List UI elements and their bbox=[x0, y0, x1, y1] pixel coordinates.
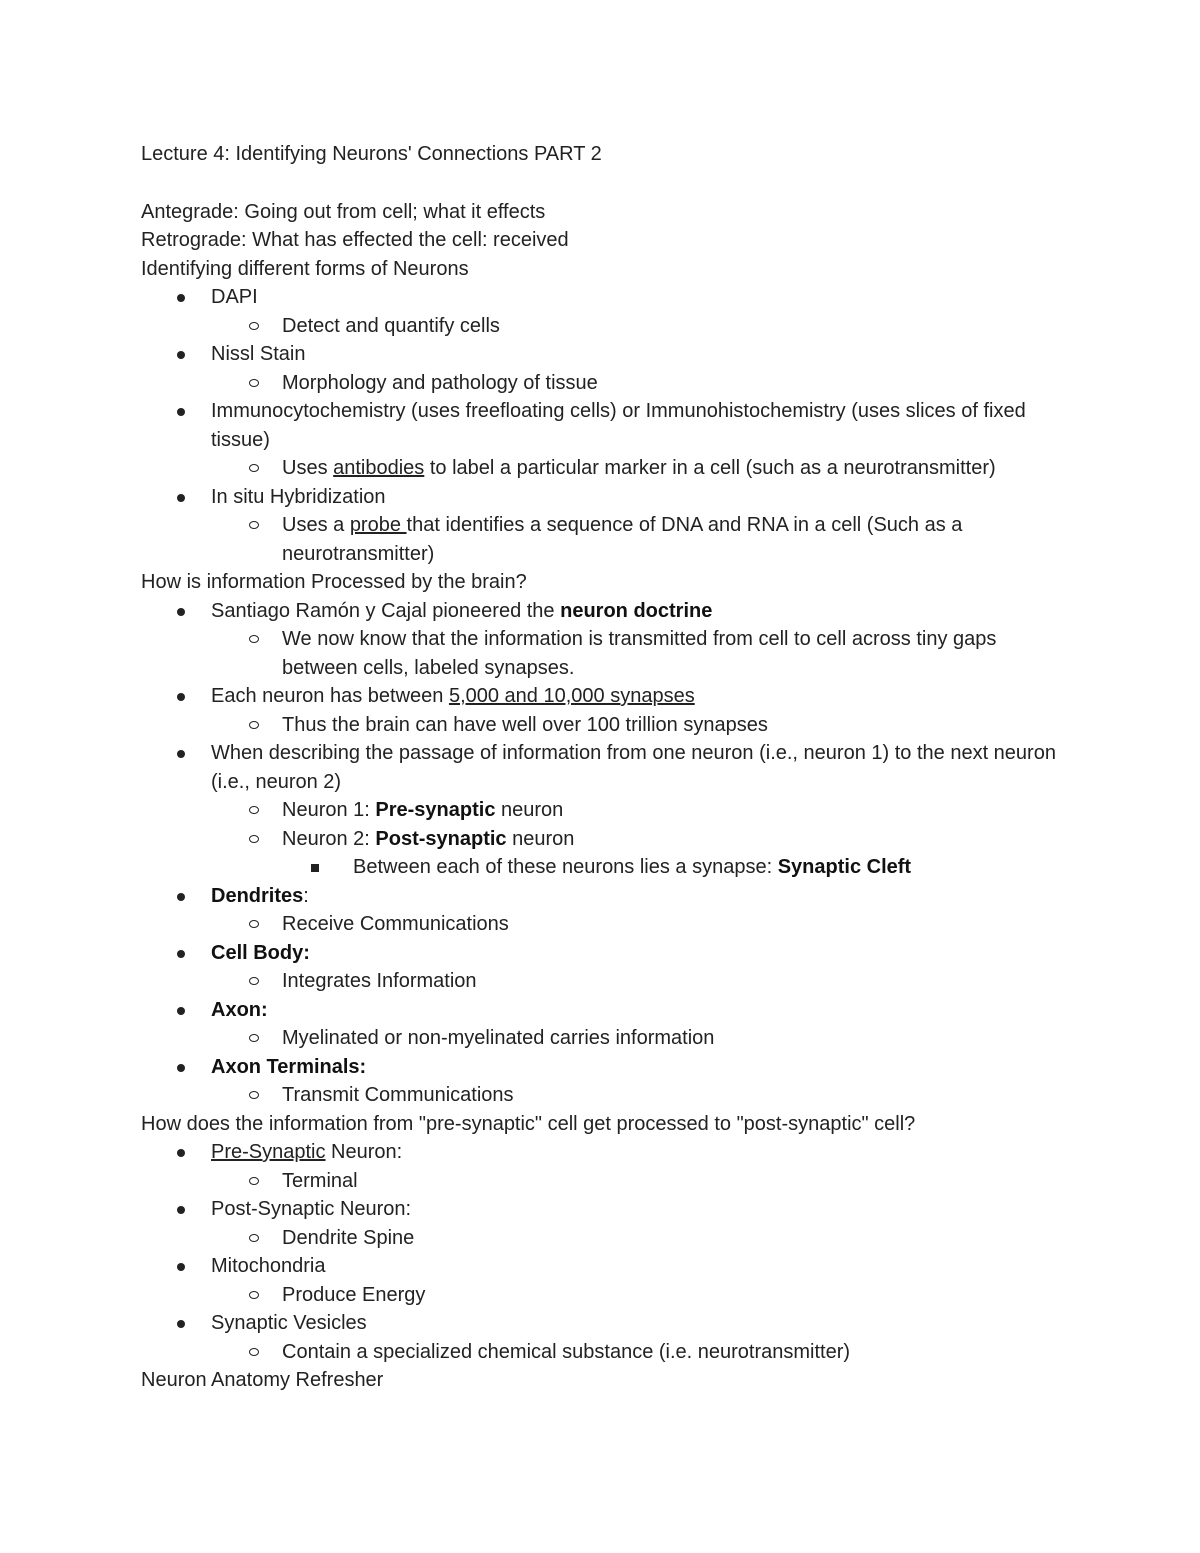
bullet-circle-icon bbox=[249, 1291, 259, 1299]
list-item: Terminal bbox=[141, 1167, 1071, 1196]
bullet-circle-icon bbox=[249, 835, 259, 843]
list-item: Post-Synaptic Neuron: bbox=[141, 1195, 1071, 1224]
document-body bbox=[141, 140, 1071, 1395]
bullet-dot-icon bbox=[177, 1320, 185, 1328]
list-item: We now know that the information is transmitted from cell to cell across tiny gaps between cells, labeled synapses. bbox=[141, 625, 1071, 682]
list-item: Dendrites: bbox=[141, 882, 1071, 911]
list-item: Integrates Information bbox=[141, 967, 1071, 996]
bullet-dot-icon bbox=[177, 1007, 185, 1015]
list-item: Myelinated or non-myelinated carries information bbox=[141, 1024, 1071, 1053]
list-item: Receive Communications bbox=[141, 910, 1071, 939]
bullet-circle-icon bbox=[249, 1091, 259, 1099]
section-heading: How does the information from "pre-synaptic" cell get processed to "post-synaptic" cell? bbox=[141, 1112, 916, 1135]
bullet-dot-icon bbox=[177, 494, 185, 502]
bullet-circle-icon bbox=[249, 977, 259, 985]
bullet-dot-icon bbox=[177, 1263, 185, 1271]
section-heading: How is information Processed by the brain? bbox=[141, 571, 527, 593]
list-item: Cell Body: bbox=[141, 939, 1071, 968]
bullet-circle-icon bbox=[249, 1234, 259, 1242]
list-item: When describing the passage of information from one neuron (i.e., neuron 1) to the next neuron (i.e., neuron 2) bbox=[141, 739, 1071, 796]
bullet-circle-icon bbox=[249, 721, 259, 729]
footer-text: Neuron Anatomy Refresher bbox=[141, 1369, 384, 1391]
bullet-square-icon bbox=[311, 864, 319, 872]
bullet-circle-icon bbox=[249, 464, 259, 472]
bullet-dot-icon bbox=[177, 950, 185, 958]
list-item: Morphology and pathology of tissue bbox=[141, 369, 1071, 398]
list-item: Detect and quantify cells bbox=[141, 312, 1071, 341]
bullet-circle-icon bbox=[249, 1034, 259, 1042]
bullet-dot-icon bbox=[177, 351, 185, 359]
list-item: Thus the brain can have well over 100 trillion synapses bbox=[141, 711, 1071, 740]
bullet-dot-icon bbox=[177, 893, 185, 901]
bullet-circle-icon bbox=[249, 1177, 259, 1185]
page-title: Lecture 4: Identifying Neurons' Connections PART 2 bbox=[141, 143, 602, 165]
list-item: Immunocytochemistry (uses freefloating cells) or Immunohistochemistry (uses slices of fixed tissue) bbox=[141, 397, 1071, 454]
section-heading: Identifying different forms of Neurons bbox=[141, 257, 469, 280]
list-item: Neuron 2: Post-synaptic neuron bbox=[141, 825, 1071, 854]
list-item: Axon: bbox=[141, 996, 1071, 1025]
list-item: Uses antibodies to label a particular marker in a cell (such as a neurotransmitter) bbox=[141, 454, 1071, 483]
bullet-circle-icon bbox=[249, 806, 259, 814]
bullet-dot-icon bbox=[177, 1064, 185, 1072]
bullet-dot-icon bbox=[177, 408, 185, 416]
bullet-circle-icon bbox=[249, 920, 259, 928]
bullet-circle-icon bbox=[249, 322, 259, 330]
list-item: Neuron 1: Pre-synaptic neuron bbox=[141, 796, 1071, 825]
list-item: Synaptic Vesicles bbox=[141, 1309, 1071, 1338]
list-item: Axon Terminals: bbox=[141, 1053, 1071, 1082]
bullet-dot-icon bbox=[177, 693, 185, 701]
bullet-dot-icon bbox=[177, 1206, 185, 1214]
bullet-dot-icon bbox=[177, 294, 185, 302]
blank-line bbox=[141, 169, 1071, 198]
list-item: Produce Energy bbox=[141, 1281, 1071, 1310]
bullet-dot-icon bbox=[177, 1149, 185, 1157]
list-item: Uses a probe that identifies a sequence of DNA and RNA in a cell (Such as a neurotransmitter) bbox=[141, 511, 1071, 568]
list-item: Pre-Synaptic Neuron: bbox=[141, 1138, 1071, 1167]
list-item: Dendrite Spine bbox=[141, 1224, 1071, 1253]
list-item: DAPI bbox=[141, 283, 1071, 312]
bullet-circle-icon bbox=[249, 379, 259, 387]
list-item: Transmit Communications bbox=[141, 1081, 1071, 1110]
list-item: Each neuron has between 5,000 and 10,000 synapses bbox=[141, 682, 1071, 711]
bullet-circle-icon bbox=[249, 635, 259, 643]
bullet-dot-icon bbox=[177, 750, 185, 758]
list-item: In situ Hybridization bbox=[141, 483, 1071, 512]
bullet-dot-icon bbox=[177, 608, 185, 616]
list-item: Contain a specialized chemical substance (i.e. neurotransmitter) bbox=[141, 1338, 1071, 1367]
list-item: Mitochondria bbox=[141, 1252, 1071, 1281]
bullet-circle-icon bbox=[249, 521, 259, 529]
list-item: Santiago Ramón y Cajal pioneered the neuron doctrine bbox=[141, 597, 1071, 626]
text-line: Retrograde: What has effected the cell: received bbox=[141, 229, 569, 251]
list-item: Nissl Stain bbox=[141, 340, 1071, 369]
bullet-circle-icon bbox=[249, 1348, 259, 1356]
list-item: Between each of these neurons lies a synapse: Synaptic Cleft bbox=[141, 853, 1071, 882]
text-line: Antegrade: Going out from cell; what it effects bbox=[141, 200, 546, 223]
